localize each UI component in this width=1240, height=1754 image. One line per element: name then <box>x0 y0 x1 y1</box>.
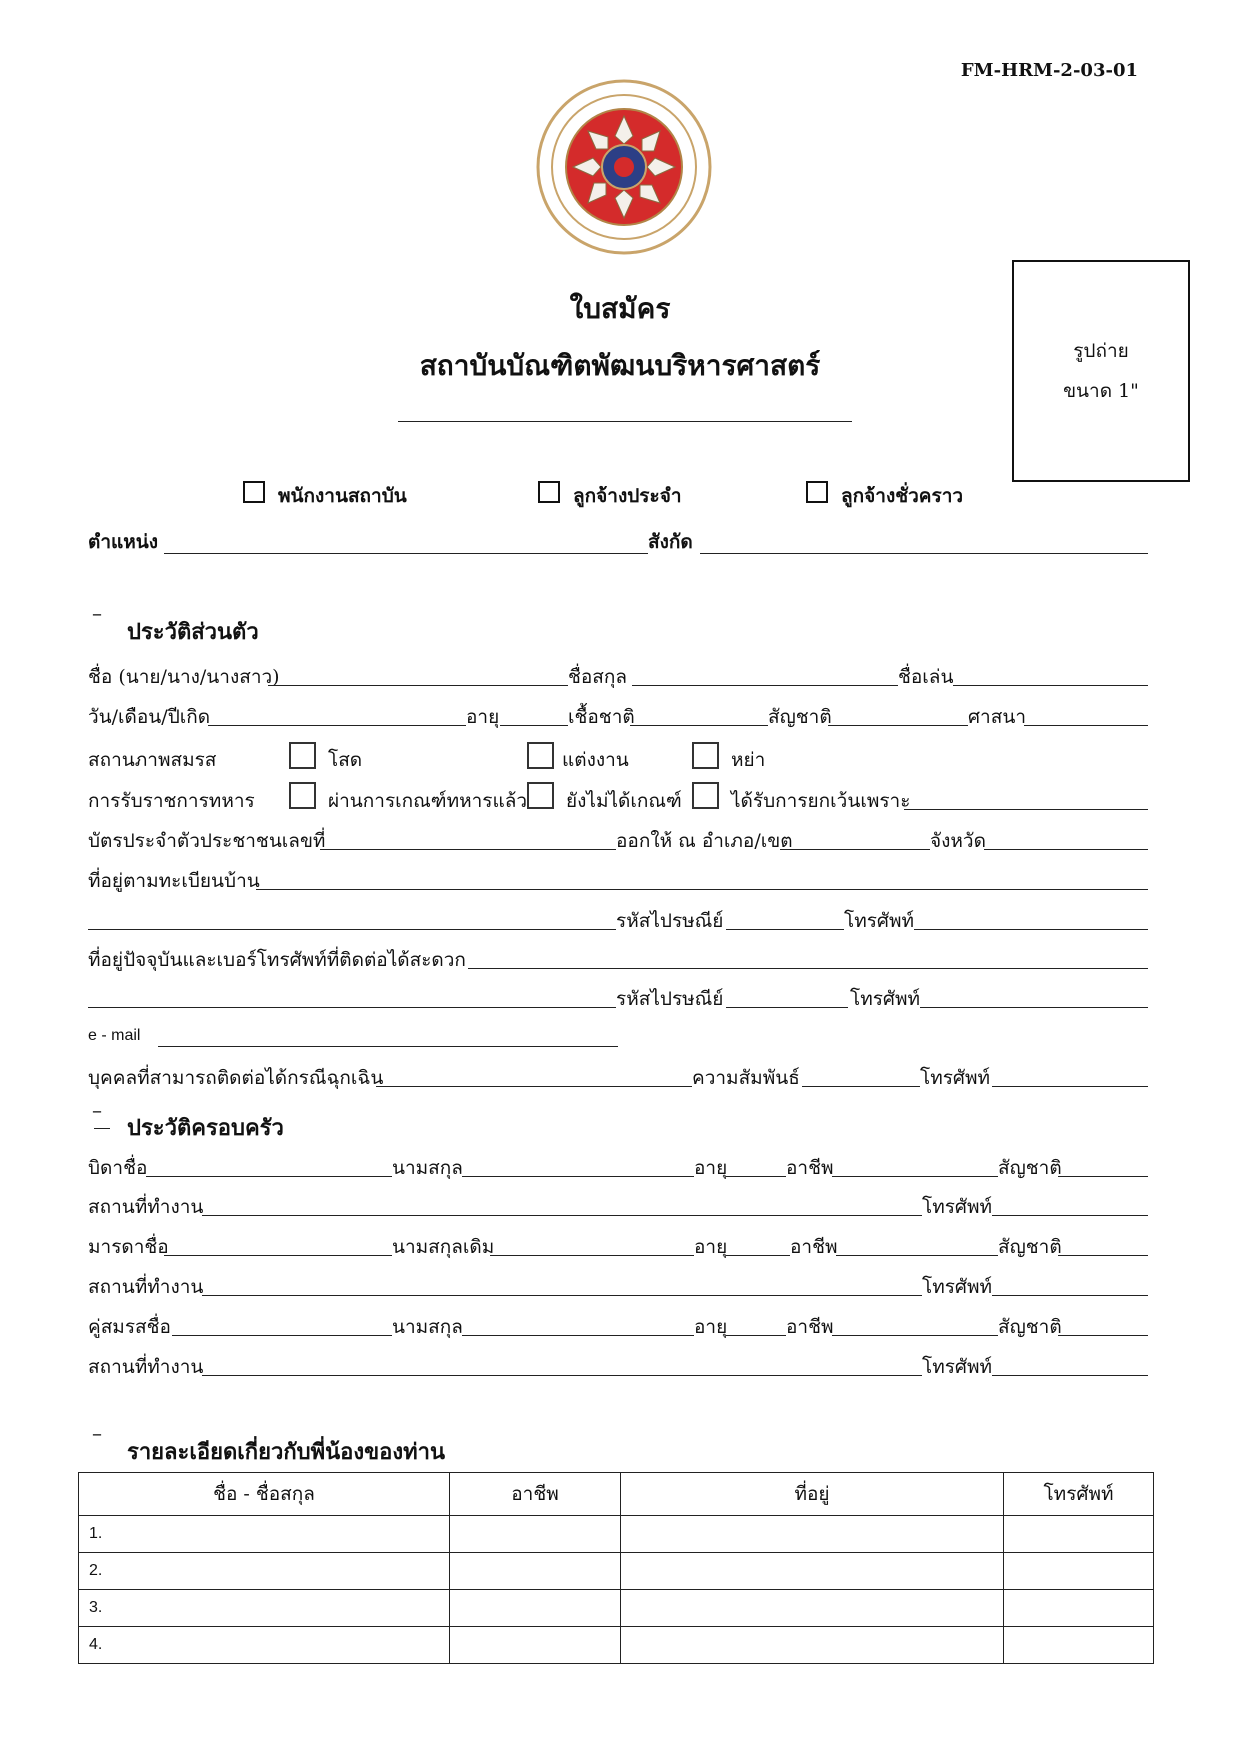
photo-size: ขนาด 1" <box>1063 380 1139 402</box>
spouse-workplace-label: สถานที่ทำงาน <box>88 1356 204 1378</box>
checkbox-single[interactable] <box>289 742 316 769</box>
sibling-name-cell[interactable]: 2. <box>79 1553 450 1590</box>
mother-label: มารดาชื่อ <box>88 1236 169 1258</box>
mother-occupation-field[interactable] <box>836 1255 998 1256</box>
age-label: อายุ <box>466 706 500 728</box>
province-field[interactable] <box>984 849 1148 850</box>
dob-field[interactable] <box>208 725 466 726</box>
mother-nationality-label: สัญชาติ <box>998 1236 1062 1258</box>
name-label: ชื่อ (นาย/นาง/นางสาว) <box>88 666 280 688</box>
checkbox-divorced[interactable] <box>692 742 719 769</box>
spouse-occupation-field[interactable] <box>832 1335 998 1336</box>
nickname-field[interactable] <box>953 685 1148 686</box>
sibling-phone-cell[interactable] <box>1004 1590 1154 1627</box>
surname-label: ชื่อสกุล <box>568 666 628 688</box>
position-label: ตำแหน่ง <box>88 531 159 553</box>
id-card-label: บัตรประจำตัวประชาชนเลขที่ <box>88 830 326 852</box>
married-label: แต่งงาน <box>562 749 629 771</box>
father-occupation-label: อาชีพ <box>786 1157 834 1179</box>
emergency-phone-field[interactable] <box>992 1086 1148 1087</box>
phone-field[interactable] <box>914 929 1148 930</box>
checkbox-institute-staff[interactable] <box>243 481 265 503</box>
table-row <box>79 1553 1154 1590</box>
sibling-phone-cell[interactable] <box>1004 1553 1154 1590</box>
religion-label: ศาสนา <box>968 706 1026 728</box>
age-field[interactable] <box>500 725 568 726</box>
position-field[interactable] <box>164 553 648 554</box>
spouse-label: คู่สมรสชื่อ <box>88 1316 171 1338</box>
sibling-phone-cell[interactable] <box>1004 1516 1154 1553</box>
current-postal-code-label: รหัสไปรษณีย์ <box>616 988 724 1010</box>
mother-age-label: อายุ <box>694 1236 728 1258</box>
table-row <box>79 1590 1154 1627</box>
mother-workplace-label: สถานที่ทำงาน <box>88 1276 204 1298</box>
spouse-name-field[interactable] <box>172 1335 392 1336</box>
relationship-field[interactable] <box>802 1086 920 1087</box>
section-mark: – <box>92 1098 102 1122</box>
mother-surname-field[interactable] <box>490 1255 694 1256</box>
sibling-name-cell[interactable]: 4. <box>79 1627 450 1664</box>
id-card-field[interactable] <box>320 849 616 850</box>
form-code: FM-HRM-2-03-01 <box>960 60 1138 81</box>
spouse-nationality-label: สัญชาติ <box>998 1316 1062 1338</box>
single-label: โสด <box>328 749 363 771</box>
nationality-label: สัญชาติ <box>768 706 832 728</box>
military-service-label: การรับราชการทหาร <box>88 790 255 812</box>
military-done-label: ผ่านการเกณฑ์ทหารแล้ว <box>328 790 528 812</box>
emergency-contact-label: บุคคลที่สามารถติดต่อได้กรณีฉุกเฉิน <box>88 1067 384 1089</box>
sibling-occupation-cell[interactable] <box>450 1516 621 1553</box>
nickname-label: ชื่อเล่น <box>898 666 954 688</box>
form-title: ใบสมัคร <box>569 292 671 325</box>
registered-address-field-2[interactable] <box>88 929 616 930</box>
issued-at-field[interactable] <box>780 849 930 850</box>
nationality-field[interactable] <box>828 725 968 726</box>
spouse-surname-field[interactable] <box>462 1335 694 1336</box>
father-age-field[interactable] <box>726 1176 786 1177</box>
divorced-label: หย่า <box>731 749 766 771</box>
label-permanent-employee: ลูกจ้างประจำ <box>573 485 682 507</box>
sibling-name-cell[interactable]: 1. <box>79 1516 450 1553</box>
personal-heading: ประวัติส่วนตัว <box>127 619 259 645</box>
registered-address-field[interactable] <box>256 889 1148 890</box>
father-workplace-label: สถานที่ทำงาน <box>88 1196 204 1218</box>
section-mark-underline <box>94 1128 110 1129</box>
column-header-phone: โทรศัพท์ <box>1004 1473 1154 1516</box>
mother-workplace-field[interactable] <box>202 1295 922 1296</box>
checkbox-military-done[interactable] <box>289 782 316 809</box>
relationship-label: ความสัมพันธ์ <box>692 1067 800 1089</box>
current-address-field[interactable] <box>468 968 1148 969</box>
checkbox-married[interactable] <box>527 742 554 769</box>
checkbox-temporary-employee[interactable] <box>806 481 828 503</box>
exempt-reason-field[interactable] <box>904 809 1148 810</box>
mother-name-field[interactable] <box>164 1255 392 1256</box>
father-nationality-label: สัญชาติ <box>998 1157 1062 1179</box>
siblings-table <box>78 1472 1154 1664</box>
spouse-occupation-label: อาชีพ <box>786 1316 834 1338</box>
sibling-occupation-cell[interactable] <box>450 1627 621 1664</box>
label-institute-staff: พนักงานสถาบัน <box>278 485 407 507</box>
mother-phone-field[interactable] <box>992 1295 1148 1296</box>
father-label: บิดาชื่อ <box>88 1157 148 1179</box>
current-postal-code-field[interactable] <box>726 1007 848 1008</box>
photo-label: รูปถ่าย <box>1073 340 1129 362</box>
father-age-label: อายุ <box>694 1157 728 1179</box>
institute-name: สถาบันบัณฑิตพัฒนบริหารศาสตร์ <box>419 349 821 382</box>
photo-box <box>1012 260 1190 482</box>
family-heading: ประวัติครอบครัว <box>127 1115 284 1141</box>
marital-status-label: สถานภาพสมรส <box>88 749 217 771</box>
table-row <box>79 1516 1154 1553</box>
section-mark: – <box>92 1421 102 1445</box>
spouse-surname-label: นามสกุล <box>392 1316 463 1338</box>
race-field[interactable] <box>630 725 768 726</box>
postal-code-label: รหัสไปรษณีย์ <box>616 910 724 932</box>
surname-field[interactable] <box>632 685 898 686</box>
sibling-address-cell[interactable] <box>621 1516 1004 1553</box>
father-phone-label: โทรศัพท์ <box>922 1196 993 1218</box>
spouse-phone-field[interactable] <box>992 1375 1148 1376</box>
father-surname-field[interactable] <box>462 1176 694 1177</box>
title-underline <box>398 421 852 422</box>
father-phone-field[interactable] <box>992 1215 1148 1216</box>
table-header-row <box>79 1473 1154 1516</box>
registered-address-label: ที่อยู่ตามทะเบียนบ้าน <box>88 870 260 892</box>
father-workplace-field[interactable] <box>202 1215 922 1216</box>
column-header-name: ชื่อ - ชื่อสกุล <box>79 1473 450 1516</box>
checkbox-permanent-employee[interactable] <box>538 481 560 503</box>
sibling-name-cell[interactable]: 3. <box>79 1590 450 1627</box>
sibling-address-cell[interactable] <box>621 1590 1004 1627</box>
mother-age-field[interactable] <box>726 1255 790 1256</box>
email-label: e - mail <box>88 1027 141 1044</box>
father-name-field[interactable] <box>146 1176 392 1177</box>
father-nationality-field[interactable] <box>1058 1176 1148 1177</box>
column-header-address: ที่อยู่ <box>621 1473 1004 1516</box>
current-phone-label: โทรศัพท์ <box>850 988 921 1010</box>
affiliation-field[interactable] <box>700 553 1148 554</box>
emergency-phone-label: โทรศัพท์ <box>920 1067 991 1089</box>
sibling-phone-cell[interactable] <box>1004 1627 1154 1664</box>
spouse-age-field[interactable] <box>726 1335 786 1336</box>
spouse-nationality-field[interactable] <box>1058 1335 1148 1336</box>
spouse-workplace-field[interactable] <box>202 1375 922 1376</box>
column-header-occupation: อาชีพ <box>450 1473 621 1516</box>
spouse-phone-label: โทรศัพท์ <box>922 1356 993 1378</box>
military-exempt-label: ได้รับการยกเว้นเพราะ <box>731 790 911 812</box>
current-phone-field[interactable] <box>920 1007 1148 1008</box>
siblings-heading: รายละเอียดเกี่ยวกับพี่น้องของท่าน <box>127 1439 446 1465</box>
mother-phone-label: โทรศัพท์ <box>922 1276 993 1298</box>
label-temporary-employee: ลูกจ้างชั่วคราว <box>841 485 964 507</box>
sibling-occupation-cell[interactable] <box>450 1553 621 1590</box>
phone-label: โทรศัพท์ <box>844 910 915 932</box>
checkbox-military-exempt[interactable] <box>692 782 719 809</box>
father-occupation-field[interactable] <box>832 1176 998 1177</box>
current-address-field-2[interactable] <box>88 1007 616 1008</box>
military-not-yet-label: ยังไม่ได้เกณฑ์ <box>566 790 682 812</box>
emergency-contact-field[interactable] <box>376 1086 692 1087</box>
institute-logo <box>535 78 713 256</box>
sibling-occupation-cell[interactable] <box>450 1590 621 1627</box>
affiliation-label: สังกัด <box>648 531 693 553</box>
postal-code-field[interactable] <box>726 929 844 930</box>
dob-label: วัน/เดือน/ปีเกิด <box>88 706 211 728</box>
current-address-label: ที่อยู่ปัจจุบันและเบอร์โทรศัพท์ที่ติดต่อได้สะดวก <box>88 949 466 971</box>
sibling-address-cell[interactable] <box>621 1553 1004 1590</box>
name-field[interactable] <box>268 685 568 686</box>
checkbox-military-not-yet[interactable] <box>527 782 554 809</box>
religion-field[interactable] <box>1024 725 1148 726</box>
province-label: จังหวัด <box>930 830 986 852</box>
spouse-age-label: อายุ <box>694 1316 728 1338</box>
section-mark: – <box>92 601 102 625</box>
email-field[interactable] <box>158 1046 618 1047</box>
mother-occupation-label: อาชีพ <box>790 1236 838 1258</box>
race-label: เชื้อชาติ <box>568 706 635 728</box>
mother-nationality-field[interactable] <box>1058 1255 1148 1256</box>
sibling-address-cell[interactable] <box>621 1627 1004 1664</box>
mother-maiden-surname-label: นามสกุลเดิม <box>392 1236 495 1258</box>
table-row <box>79 1627 1154 1664</box>
issued-at-label: ออกให้ ณ อำเภอ/เขต <box>616 830 793 852</box>
father-surname-label: นามสกุล <box>392 1157 463 1179</box>
